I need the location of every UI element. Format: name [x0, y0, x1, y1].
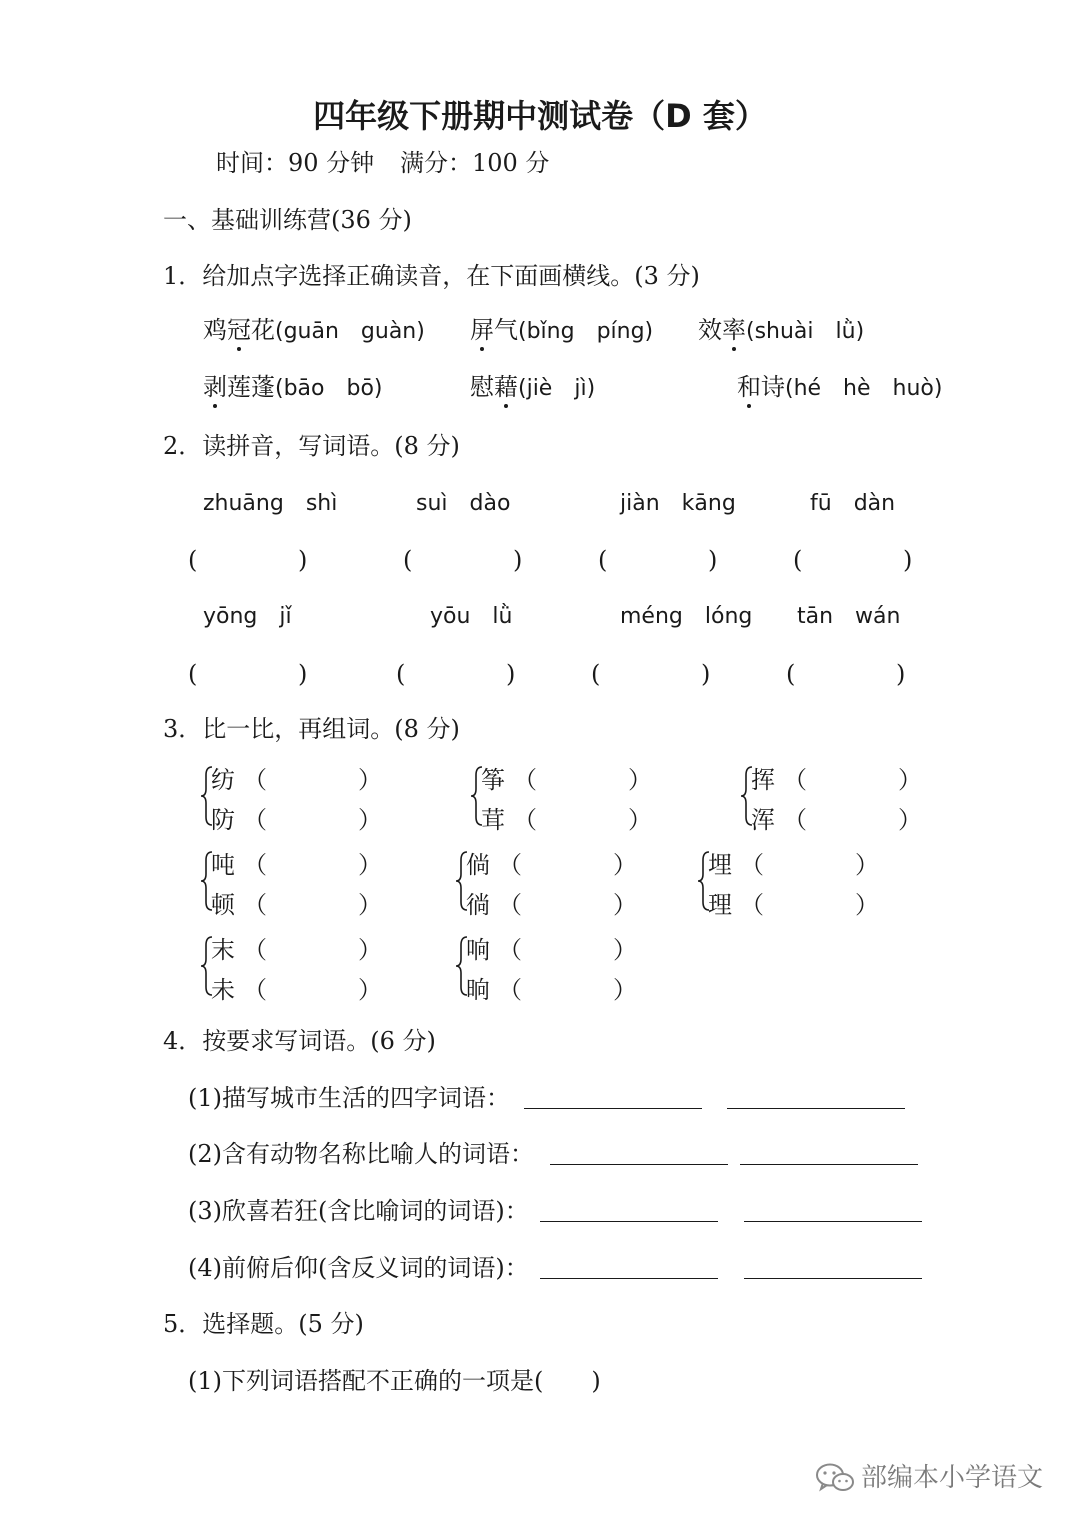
pinyin-prompt: suì dào — [416, 491, 511, 516]
answer-line — [727, 1108, 905, 1109]
answer-paren-open: （ — [498, 936, 522, 964]
q4-prompt: (2)含有动物名称比喻人的词语： — [188, 1140, 534, 1168]
pinyin-prompt: jiàn kāng — [620, 491, 736, 516]
answer-line — [540, 1278, 718, 1279]
pinyin-prompt: méng lóng — [620, 604, 753, 629]
answer-paren-close: ) — [903, 546, 913, 574]
answer-paren-open: （ — [243, 851, 267, 879]
answer-line — [740, 1164, 918, 1165]
compare-char: 晌 — [466, 976, 490, 1004]
answer-paren-close: ） — [613, 936, 637, 964]
answer-paren-close: ） — [613, 891, 637, 919]
answer-paren-close: ） — [358, 851, 382, 879]
pinyin-prompt: zhuāng shì — [203, 491, 338, 516]
answer-paren-close: ） — [613, 851, 637, 879]
compare-char: 纺 — [211, 766, 235, 794]
compare-char: 响 — [466, 936, 490, 964]
compare-char: 埋 — [708, 851, 732, 879]
answer-paren-open: ( — [403, 546, 413, 574]
compare-char: 顿 — [211, 891, 235, 919]
q1-item: 和诗(hé hè huò) — [737, 373, 943, 401]
compare-char: 未 — [211, 976, 235, 1004]
watermark — [815, 1462, 1043, 1494]
answer-paren-close: ） — [358, 891, 382, 919]
answer-paren-close: ) — [506, 660, 516, 688]
answer-line — [744, 1221, 922, 1222]
answer-paren-close: ) — [298, 660, 308, 688]
answer-paren-close: ) — [513, 546, 523, 574]
compare-char: 吨 — [211, 851, 235, 879]
pinyin-prompt: yōu lǜ — [430, 604, 513, 629]
answer-paren-close: ) — [896, 660, 906, 688]
q1-item: 慰藉(jiè jì) — [470, 373, 596, 401]
answer-paren-close: ） — [855, 851, 879, 879]
answer-paren-open: ( — [793, 546, 803, 574]
answer-paren-open: （ — [243, 806, 267, 834]
answer-paren-open: ( — [591, 660, 601, 688]
answer-paren-close: ） — [628, 766, 652, 794]
answer-paren-open: （ — [498, 976, 522, 1004]
answer-line — [744, 1278, 922, 1279]
answer-paren-close: ) — [708, 546, 718, 574]
answer-paren-open: （ — [498, 891, 522, 919]
answer-paren-open: （ — [740, 891, 764, 919]
q4-prompt: (4)前俯后仰(含反义词的词语)： — [188, 1254, 529, 1282]
answer-paren-open: （ — [243, 976, 267, 1004]
wechat-icon — [815, 1462, 855, 1494]
compare-char: 茸 — [481, 806, 505, 834]
answer-paren-open: （ — [243, 766, 267, 794]
q4-prompt: (3)欣喜若狂(含比喻词的词语)： — [188, 1197, 529, 1225]
exam-time: 时间：90 分钟 — [216, 149, 375, 177]
q1-item: 效率(shuài lǜ) — [698, 316, 865, 344]
q1-item: 屏气(bǐng píng) — [470, 316, 654, 344]
q1-item: 鸡冠花(guān guàn) — [203, 316, 425, 344]
compare-char: 理 — [708, 891, 732, 919]
answer-paren-open: （ — [513, 806, 537, 834]
answer-paren-open: ( — [188, 546, 198, 574]
compare-char: 防 — [211, 806, 235, 834]
answer-paren-open: （ — [513, 766, 537, 794]
answer-paren-close: ） — [358, 976, 382, 1004]
q5-item: (1)下列词语搭配不正确的一项是( ) — [188, 1367, 601, 1395]
question-1-heading: 1．给加点字选择正确读音，在下面画横线。(3 分) — [163, 262, 700, 290]
answer-paren-close: ) — [701, 660, 711, 688]
section-heading: 一、基础训练营(36 分) — [163, 206, 412, 234]
answer-paren-close: ） — [358, 806, 382, 834]
question-2-heading: 2．读拼音，写词语。(8 分) — [163, 432, 460, 460]
exam-full-score: 满分：100 分 — [400, 149, 550, 177]
answer-paren-close: ) — [298, 546, 308, 574]
compare-char: 浑 — [751, 806, 775, 834]
compare-char: 末 — [211, 936, 235, 964]
q1-item: 剥莲蓬(bāo bō) — [203, 373, 383, 401]
compare-char: 挥 — [751, 766, 775, 794]
question-5-heading: 5．选择题。(5 分) — [163, 1310, 364, 1338]
answer-line — [550, 1164, 728, 1165]
answer-paren-close: ） — [898, 806, 922, 834]
question-3-heading: 3．比一比，再组词。(8 分) — [163, 715, 460, 743]
compare-char: 筝 — [481, 766, 505, 794]
answer-paren-close: ） — [358, 766, 382, 794]
answer-paren-open: ( — [786, 660, 796, 688]
watermark-text: 部编本小学语文 — [861, 1463, 1044, 1493]
question-4-heading: 4．按要求写词语。(6 分) — [163, 1027, 436, 1055]
answer-paren-open: ( — [598, 546, 608, 574]
answer-paren-close: ） — [358, 936, 382, 964]
q4-prompt: (1)描写城市生活的四字词语： — [188, 1084, 510, 1112]
answer-paren-open: （ — [783, 806, 807, 834]
pinyin-prompt: yōng jǐ — [203, 604, 292, 629]
answer-paren-close: ） — [628, 806, 652, 834]
answer-paren-close: ） — [855, 891, 879, 919]
answer-paren-close: ） — [898, 766, 922, 794]
answer-line — [540, 1221, 718, 1222]
pinyin-prompt: fū dàn — [810, 491, 896, 516]
answer-paren-open: （ — [243, 936, 267, 964]
answer-paren-open: ( — [396, 660, 406, 688]
compare-char: 徜 — [466, 891, 490, 919]
answer-line — [524, 1108, 702, 1109]
answer-paren-open: （ — [243, 891, 267, 919]
answer-paren-open: （ — [783, 766, 807, 794]
page-title: 四年级下册期中测试卷（D 套） — [313, 97, 767, 135]
pinyin-prompt: tān wán — [797, 604, 901, 629]
answer-paren-open: （ — [740, 851, 764, 879]
answer-paren-open: （ — [498, 851, 522, 879]
answer-paren-close: ） — [613, 976, 637, 1004]
compare-char: 倘 — [466, 851, 490, 879]
answer-paren-open: ( — [188, 660, 198, 688]
